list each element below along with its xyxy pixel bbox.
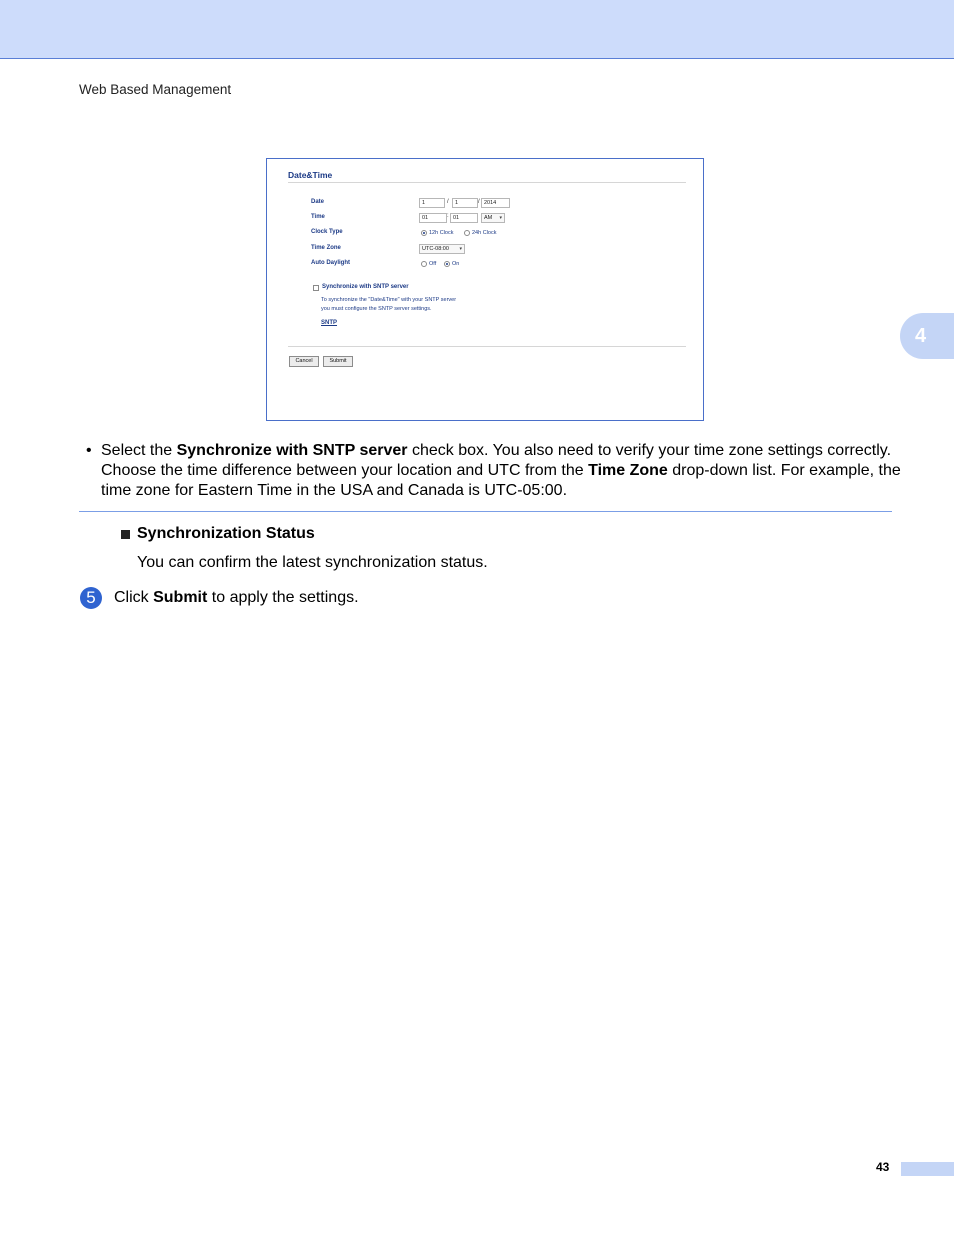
sntp-note-line1: To synchronize the "Date&Time" with your SNTP server [321, 297, 457, 303]
sync-status-text: You can confirm the latest synchronization status. [137, 554, 488, 571]
sntp-sync-checkbox[interactable] [313, 285, 319, 291]
time-zone-select[interactable] [419, 244, 465, 254]
time-zone-label: Time Zone [311, 245, 341, 251]
header-band [0, 0, 954, 59]
time-separator: : [447, 213, 449, 219]
ampm-value: AM [484, 215, 493, 221]
page-number: 43 [876, 1160, 890, 1174]
submit-button[interactable]: Submit [323, 356, 353, 367]
daylight-on-label: On [452, 261, 460, 267]
date-month-input[interactable]: 1 [419, 198, 445, 208]
chevron-down-icon: ▾ [499, 215, 502, 221]
daylight-on-radio[interactable] [444, 261, 450, 267]
datetime-screenshot [266, 158, 704, 421]
sntp-sync-label: Synchronize with SNTP server [322, 284, 409, 290]
time-minute-input[interactable]: 01 [450, 213, 478, 223]
date-separator: / [478, 199, 480, 205]
auto-daylight-label: Auto Daylight [311, 260, 350, 266]
section-divider [79, 511, 892, 512]
time-hour-input[interactable]: 01 [419, 213, 447, 223]
time-zone-value: UTC-08:00 [422, 246, 449, 252]
clock-type-label: Clock Type [311, 229, 343, 235]
sntp-link[interactable]: SNTP [321, 320, 338, 326]
running-header: Web Based Management [79, 82, 232, 97]
clock-12h-radio[interactable] [421, 230, 427, 236]
daylight-off-radio[interactable] [421, 261, 427, 267]
chevron-down-icon: ▾ [459, 246, 462, 252]
sntp-note-line2: you must configure the SNTP server settings. [321, 306, 432, 312]
date-year-input[interactable]: 2014 [481, 198, 510, 208]
bullet-dot: • [86, 442, 92, 459]
time-label: Time [311, 214, 325, 220]
panel-title: Date&Time [288, 170, 333, 180]
step-number-badge: 5 [80, 587, 102, 609]
cancel-button[interactable]: Cancel [289, 356, 319, 367]
clock-24h-label: 24h Clock [472, 230, 497, 236]
date-separator: / [447, 199, 449, 205]
date-day-input[interactable]: 1 [452, 198, 478, 208]
daylight-off-label: Off [429, 261, 437, 267]
button-divider [288, 346, 686, 347]
sntp-instruction: Select the Synchronize with SNTP server check box. You also need to verify your time zone settings correctly. Choose the time difference between your location and UTC from the Time Zone drop-down list. For example, the time zone for Eastern Time in the USA and Canada is UTC-05:00. [101, 442, 901, 499]
date-label: Date [311, 199, 325, 205]
step-instruction: Click Submit to apply the settings. [114, 589, 359, 606]
clock-24h-radio[interactable] [464, 230, 470, 236]
page-number-bar [901, 1162, 954, 1176]
chapter-tab: 4 [900, 313, 954, 359]
ampm-select[interactable] [481, 213, 505, 223]
clock-12h-label: 12h Clock [429, 230, 454, 236]
title-divider [288, 182, 686, 183]
square-bullet-icon [121, 530, 130, 539]
sync-status-heading: Synchronization Status [137, 525, 315, 542]
